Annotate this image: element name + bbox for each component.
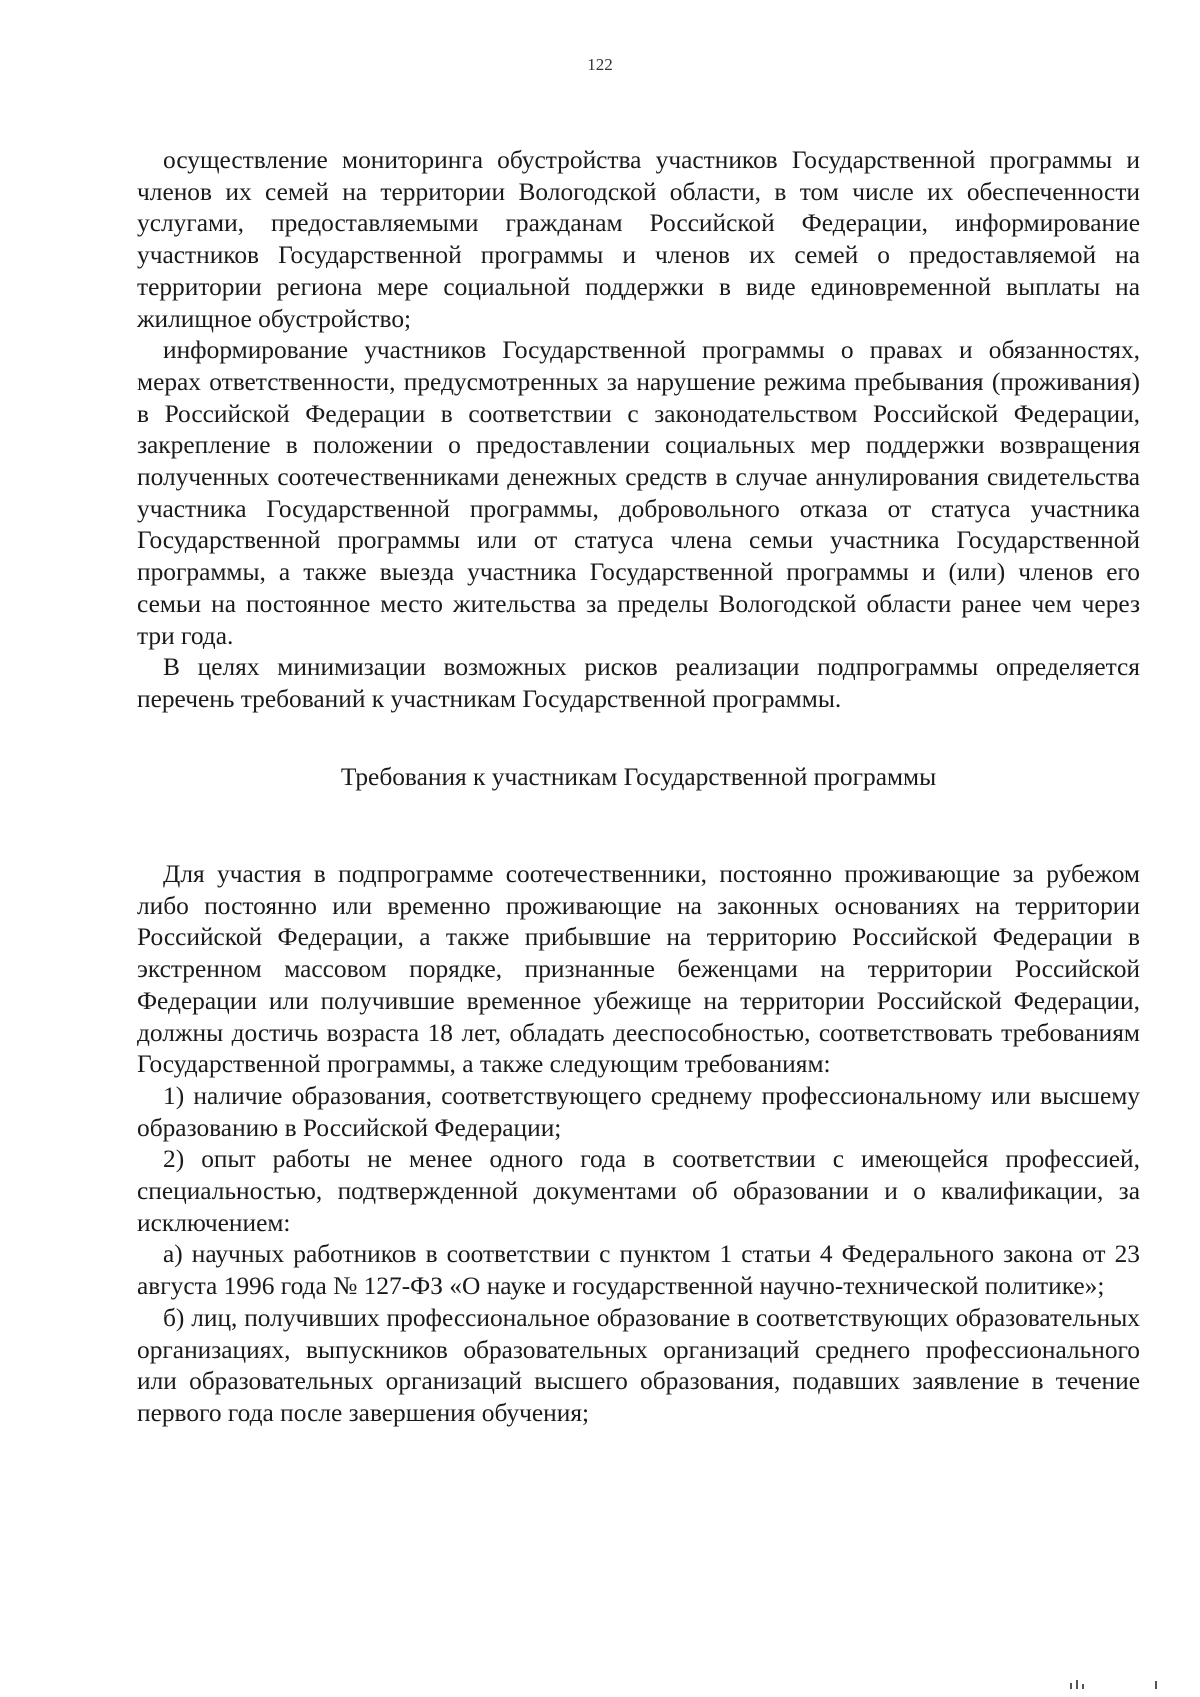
text-block-top <box>137 145 1140 716</box>
list-item-graduates: б) лиц, получивших профессиональное образование в соответствующих образовательных организациях, выпускников образовательных организаций среднего профессионального или образовательных организаций высшего образования, подавших заявление в течение первого года после завершения обучения; <box>137 1303 1140 1427</box>
list-item-work-experience: 2) опыт работы не менее одного года в соответствии с имеющейся профессией, специальностью, подтвержденной документами об образовании и о квалификации, за исключением: <box>137 1145 1140 1237</box>
page-number: 122 <box>587 55 613 74</box>
paragraph-monitoring: осуществление мониторинга обустройства участников Государственной программы и членов их семей на территории Вологодской области, в том числе их обеспеченности услугами, предоставляемыми гражданам Российской Федерации, информирование участников Государственной программы и членов их семей о предоставляемой на территории региона мере социальной поддержки в виде единовременной выплаты на жилищное обустройство; <box>137 146 1140 333</box>
paragraph-participation-conditions: Для участия в подпрограмме соотечественники, постоянно проживающие за рубежом либо постоянно или временно проживающие на законных основаниях на территории Российской Федерации, а также прибывшие на территорию Российской Федерации в экстренном массовом порядке, признанные беженцами на территории Российской Федерации или получившие временное убежище на территории Российской Федерации, должны достичь возраста 18 лет, обладать дееспособностью, соответствовать требованиям Государственной программы, а также следующим требованиям: <box>137 860 1140 1079</box>
paragraph-informing-rights: информирование участников Государственной программы о правах и обязанностях, мерах ответственности, предусмотренных за нарушение режима пребывания (проживания) в Российской Федерации в соответствии с законодательством Российской Федерации, закрепление в положении о предоставлении социальных мер поддержки возвращения полученных соотечественниками денежных средств в случае аннулирования свидетельства участника Государственной программы, добровольного отказа от статуса участника Государственной программы или от статуса члена семьи участника Государственной программы, а также выезда участника Государственной программы и (или) членов его семьи на постоянное место жительства за пределы Вологодской области ранее чем через три года. <box>137 336 1140 650</box>
section-heading: Требования к участникам Государственной программы <box>340 763 937 791</box>
scan-edge-mark <box>1060 1679 1180 1689</box>
text-block-requirements <box>137 859 1140 1430</box>
list-item-education: 1) наличие образования, соответствующего среднему профессиональному или высшему образованию в Российской Федерации; <box>137 1081 1140 1142</box>
list-item-scientists: а) научных работников в соответствии с пунктом 1 статьи 4 Федерального закона от 23 августа 1996 года № 127-ФЗ «О науке и государственной научно-технической политике»; <box>137 1240 1140 1301</box>
paragraph-risk-minimization: В целях минимизации возможных рисков реализации подпрограммы определяется перечень требований к участникам Государственной программы. <box>137 653 1140 713</box>
